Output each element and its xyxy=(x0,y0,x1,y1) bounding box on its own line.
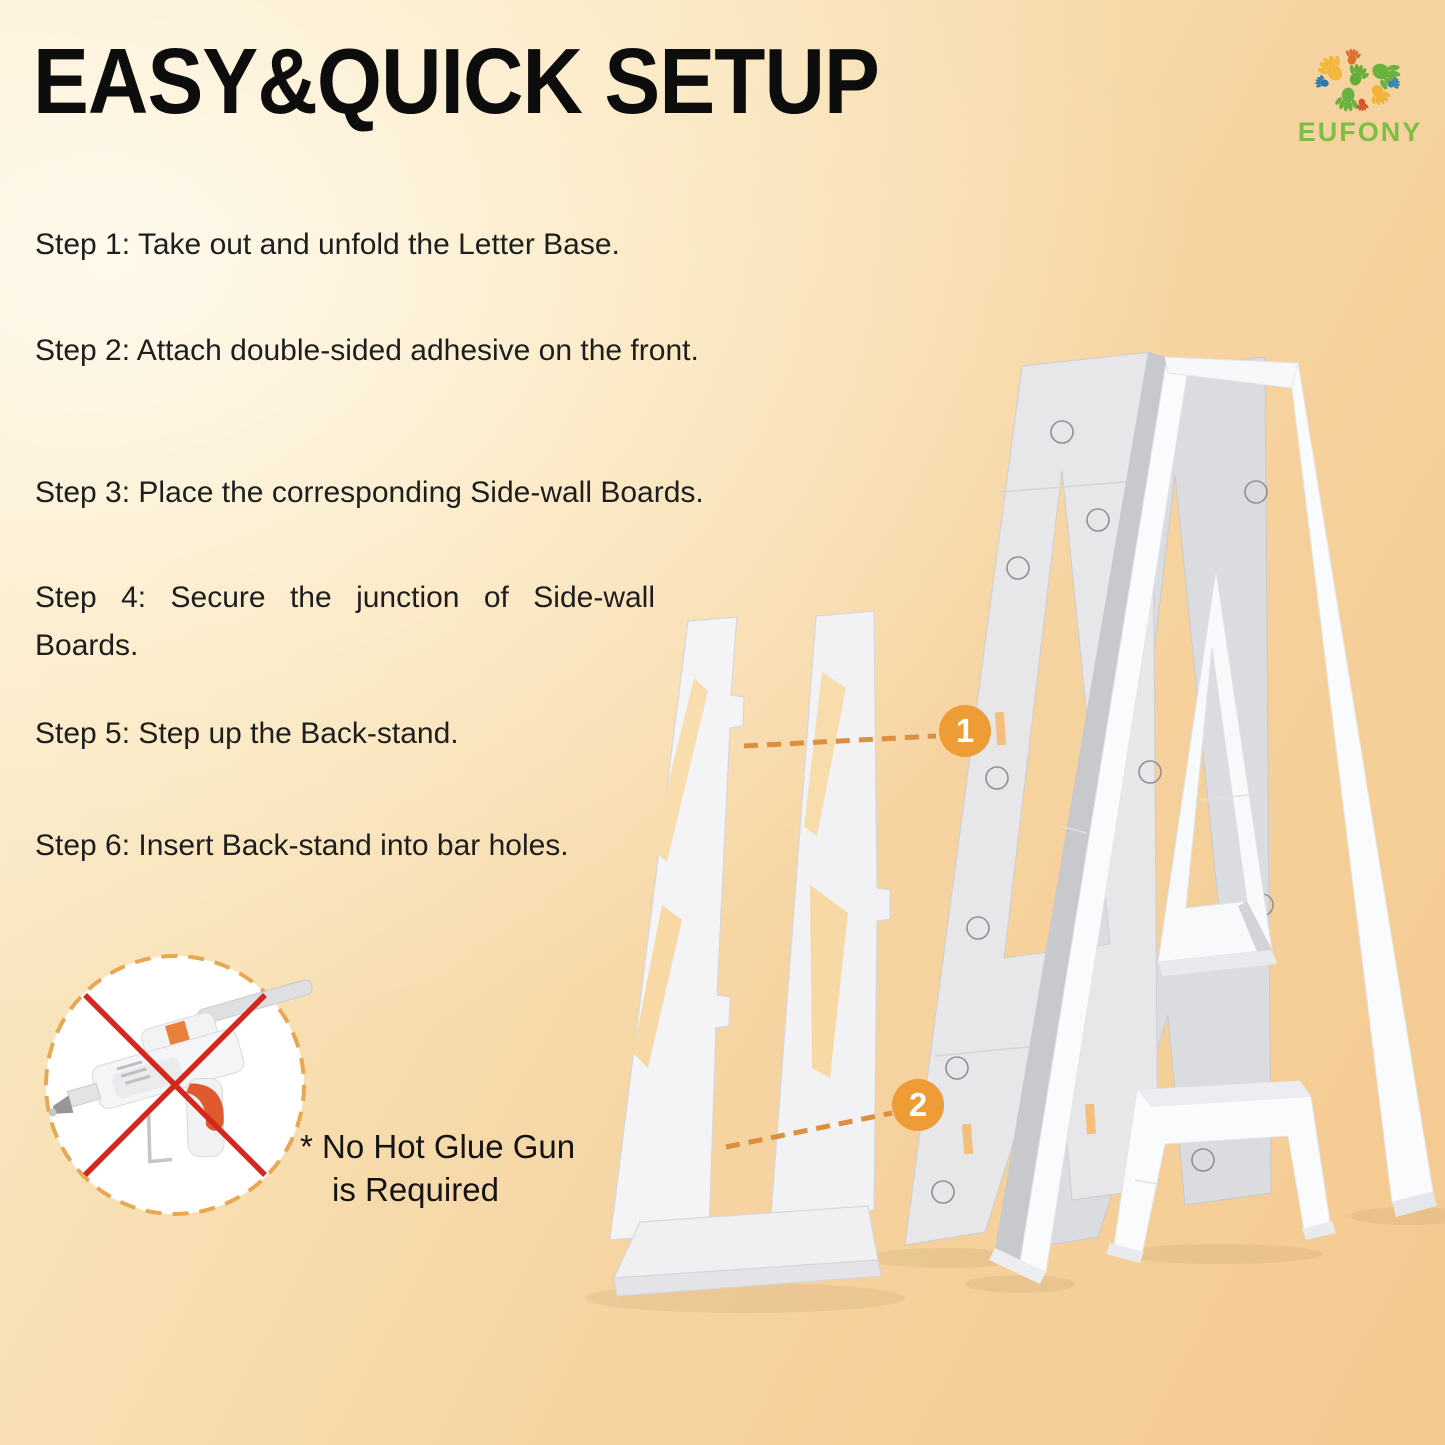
marker-2-badge: 2 xyxy=(892,1079,944,1131)
no-hot-glue-gun-icon xyxy=(33,956,350,1214)
no-glue-note-line2: is Required xyxy=(332,1171,499,1208)
marker-1-badge: 1 xyxy=(939,705,991,757)
step-4-text: Step 4: Secure the junction of Side-wall Boards. xyxy=(35,581,655,662)
page-title: EASY&QUICK SETUP xyxy=(33,29,879,133)
step-6-text: Step 6: Insert Back-stand into bar holes. xyxy=(35,829,569,862)
step-2-text: Step 2: Attach double-sided adhesive on the front. xyxy=(35,334,699,367)
brand-logo xyxy=(1288,48,1432,148)
step-1-text: Step 1: Take out and unfold the Letter Base. xyxy=(35,228,620,261)
no-glue-note-line1: * No Hot Glue Gun xyxy=(300,1128,576,1165)
handprints-logo-icon xyxy=(1288,48,1432,114)
back-stand-piece xyxy=(610,611,890,1296)
right-leg-front xyxy=(1292,363,1433,1202)
step-5-text: Step 5: Step up the Back-stand. xyxy=(35,717,459,750)
step-3-text: Step 3: Place the corresponding Side-wall Boards. xyxy=(35,476,704,509)
brand-name: EUFONY xyxy=(1297,117,1423,147)
